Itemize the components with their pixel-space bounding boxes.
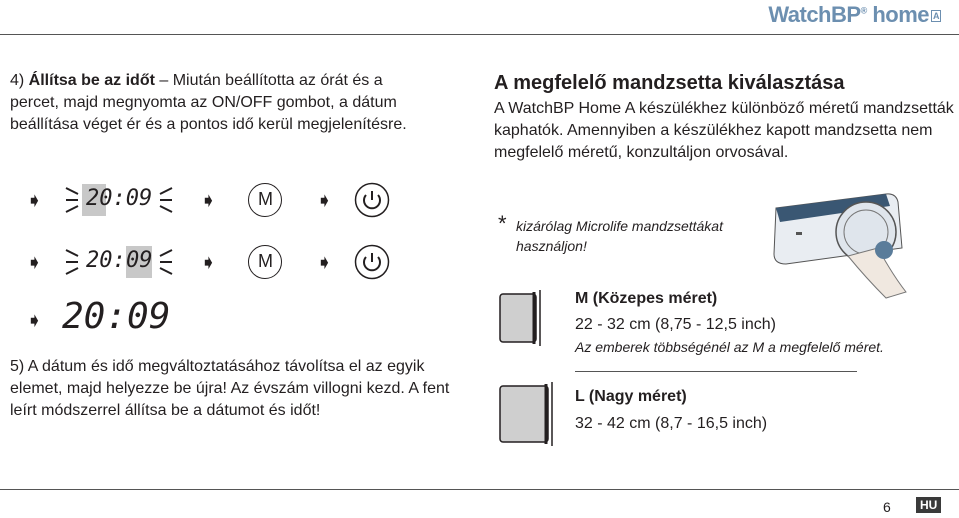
note-asterisk: * xyxy=(498,211,507,236)
power-button-icon xyxy=(354,182,390,218)
step5-paragraph: 5) A dátum és idő megváltoztatásához távolítsa el az egyik elemet, majd helyezze be újra! Az évszám villogni kezd. A fent leírt módszerrel állítsa be a dátumot és időt! xyxy=(10,358,450,419)
arrow-right-icon: ➧ xyxy=(200,190,217,212)
brand-logo xyxy=(768,2,941,28)
large-cuff-size: 32 - 42 cm (8,7 - 16,5 inch) xyxy=(575,415,768,432)
device-illustration xyxy=(766,188,946,308)
arrow-right-icon: ➧ xyxy=(26,252,43,274)
lcd-minute-row2: 09 xyxy=(126,248,153,273)
step4-bold: Állítsa be az időt xyxy=(28,72,155,89)
cuff-note xyxy=(498,211,758,256)
language-badge: HU xyxy=(916,497,941,513)
lcd-time-final: 20:09 xyxy=(62,296,171,337)
m-button-label: M xyxy=(258,189,273,209)
m-button-label: M xyxy=(258,251,273,271)
arrow-right-icon: ➧ xyxy=(316,190,333,212)
header-rule xyxy=(0,34,959,35)
logo-text-home: home xyxy=(866,2,929,27)
power-button-icon xyxy=(354,244,390,280)
section-title: A megfelelő mandzsetta kiválasztása xyxy=(494,72,845,94)
medium-cuff-note: Az emberek többségénél az M a megfelelő méret. xyxy=(575,339,884,355)
lcd-hour-row2: 20: xyxy=(86,248,126,273)
arrow-right-icon: ➧ xyxy=(26,310,43,332)
cuff-medium-icon xyxy=(496,288,546,346)
medium-cuff-size: 22 - 32 cm (8,75 - 12,5 inch) xyxy=(575,316,776,333)
medium-cuff-label: M (Közepes méret) xyxy=(575,290,718,307)
step4-paragraph xyxy=(10,70,410,136)
lcd-time-row1: 20:09 xyxy=(86,186,153,211)
page-number: 6 xyxy=(883,499,891,515)
logo-registered: ® xyxy=(860,5,867,16)
step4-prefix: 4) xyxy=(10,72,29,89)
arrow-right-icon: ➧ xyxy=(200,252,217,274)
logo-text: WatchBP xyxy=(768,2,861,27)
arrow-right-icon: ➧ xyxy=(26,190,43,212)
cuff-divider xyxy=(575,371,857,372)
cuff-intro: A WatchBP Home A készülékhez különböző méretű mandzsetták kaphatók. Amennyiben a készülékhez kapott mandzsetta nem megfelelő méretű, konzultáljon orvosával. xyxy=(494,100,954,161)
footer-rule xyxy=(0,489,959,490)
step4-text: – Miután beállította az órát és a percet, majd megnyomta az ON/OFF gombot, a dátum beállítása véget ér és a pontos idő kerül megjelenítésre. xyxy=(10,72,407,133)
arrow-right-icon: ➧ xyxy=(316,252,333,274)
cuff-large-icon xyxy=(496,380,558,448)
note-text: kizárólag Microlife mandzsettákat használjon! xyxy=(516,218,723,254)
large-cuff-label: L (Nagy méret) xyxy=(575,388,687,405)
logo-badge: A xyxy=(933,11,939,22)
